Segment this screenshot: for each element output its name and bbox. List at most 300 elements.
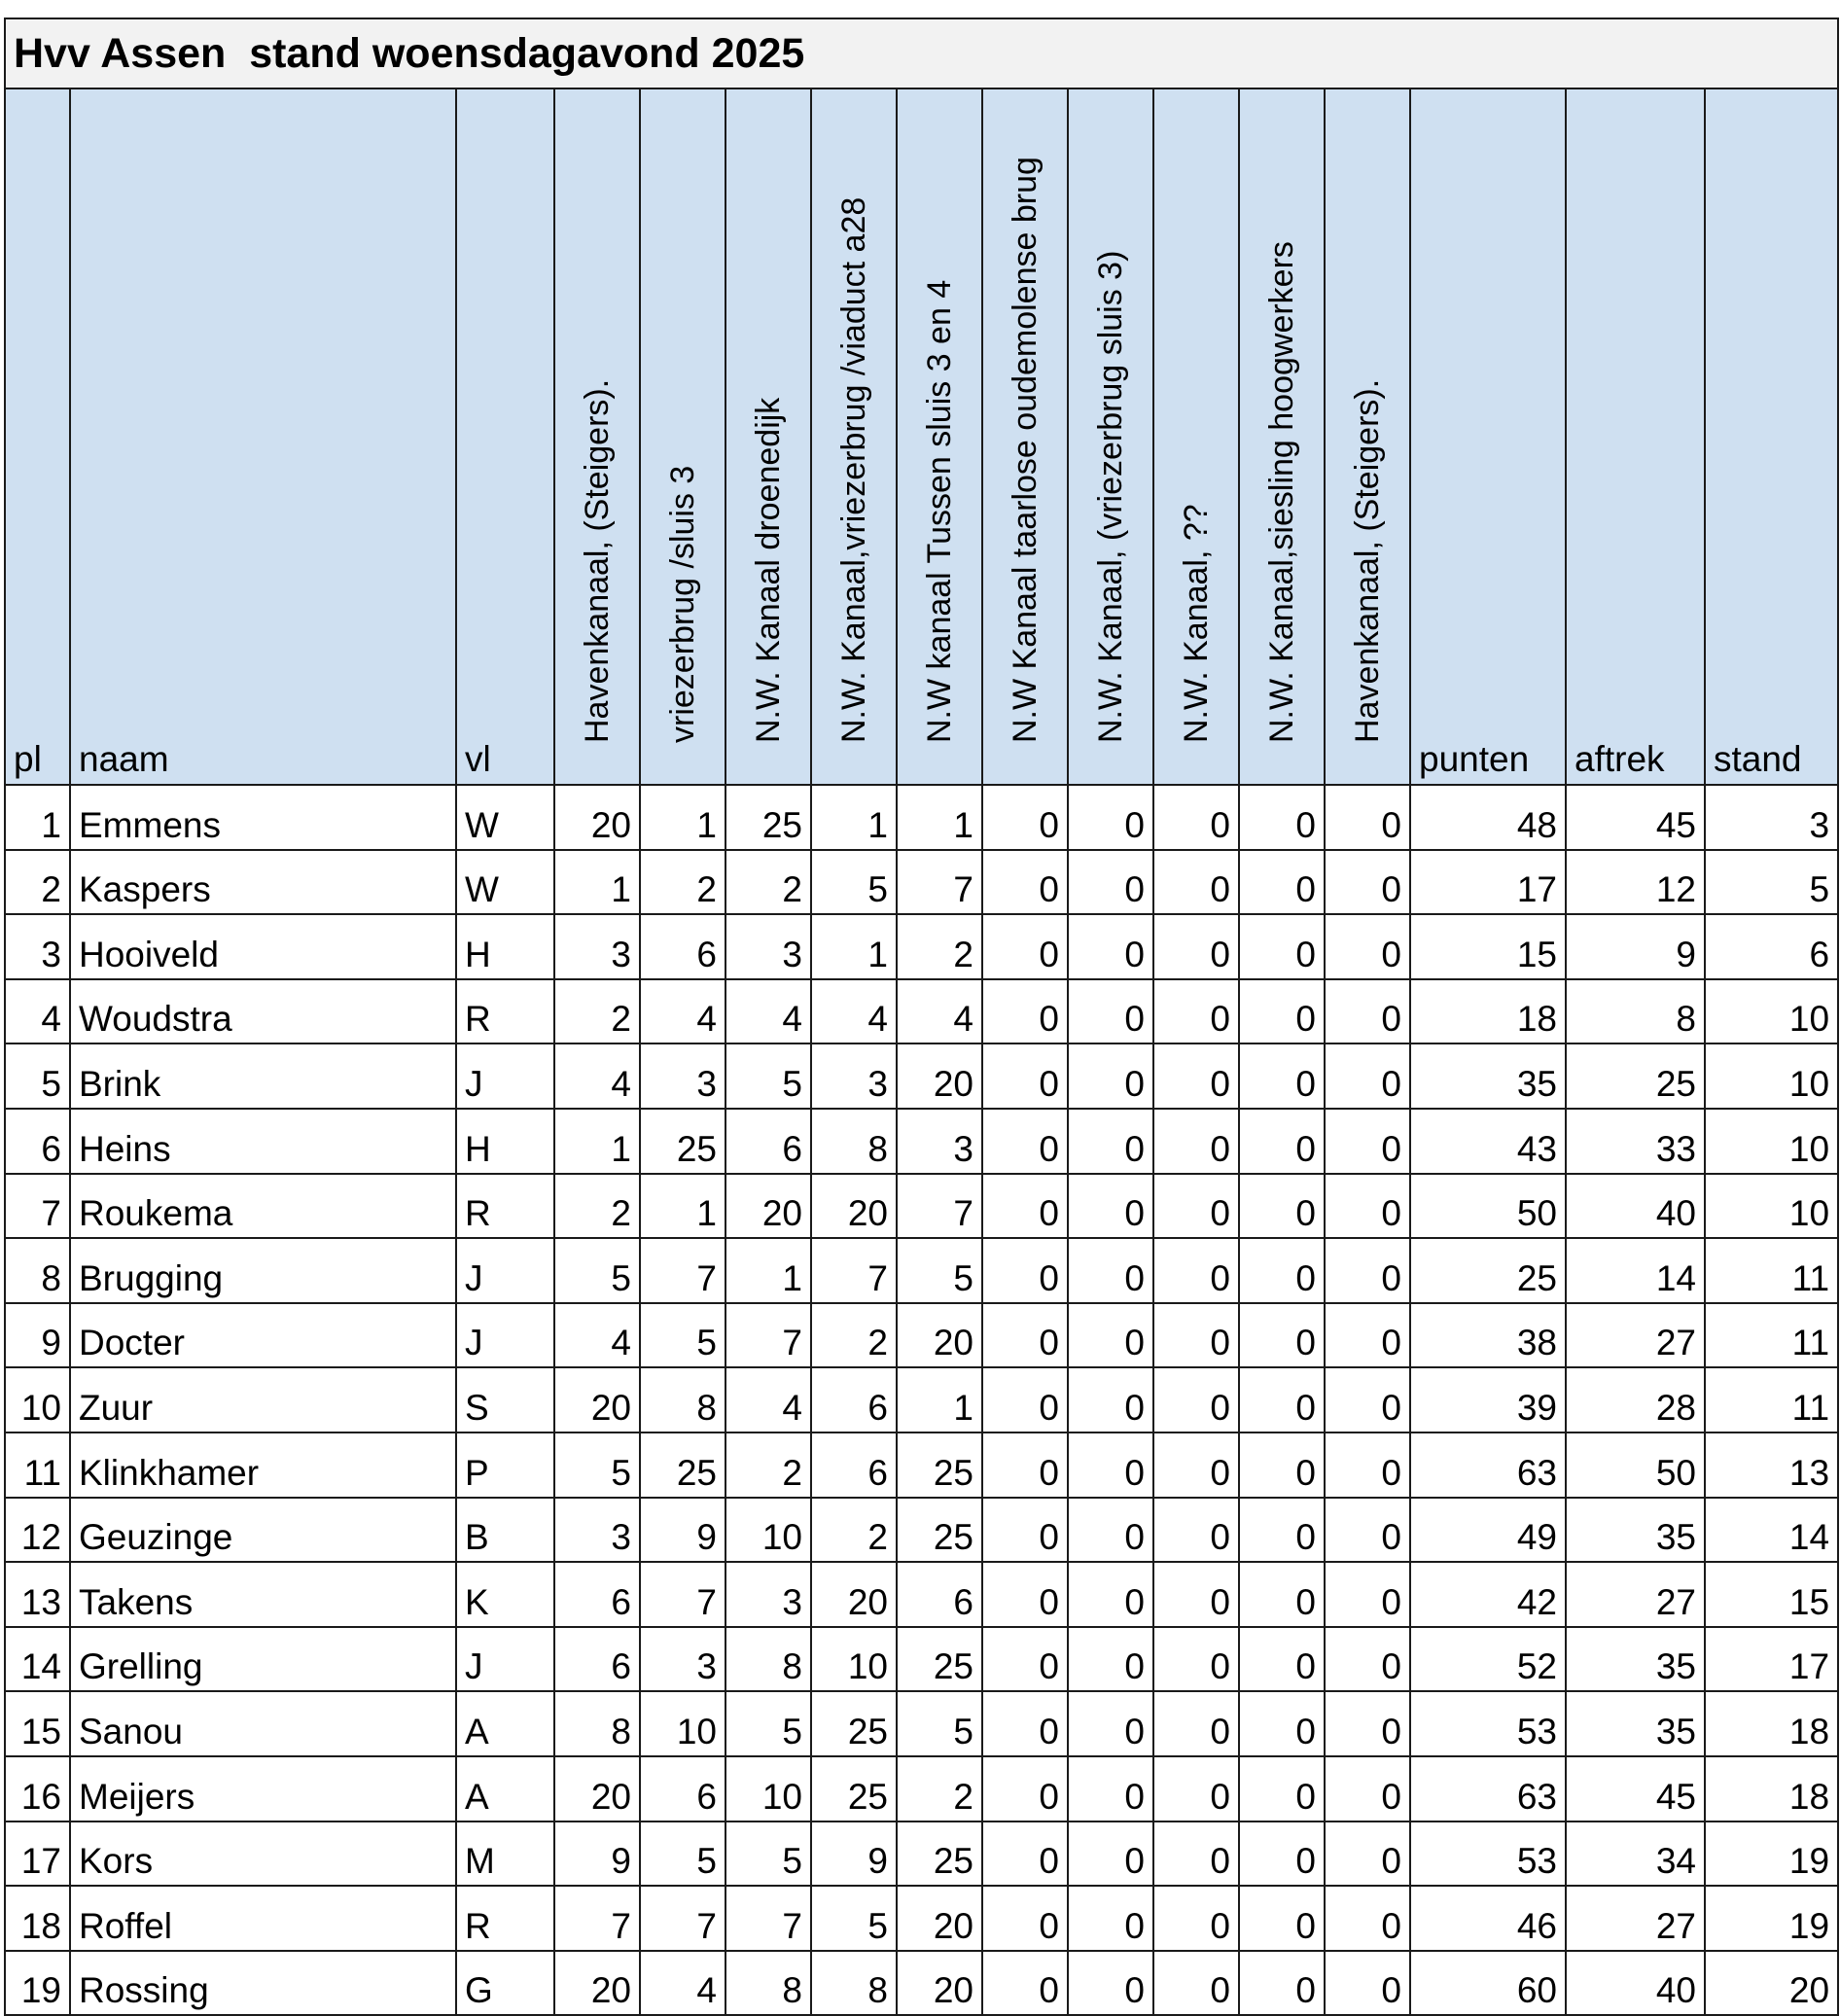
cell-score: 4	[554, 1303, 640, 1368]
cell-score: 0	[1068, 1951, 1153, 2016]
cell-score: 25	[897, 1821, 982, 1887]
cell-score: 4	[725, 979, 811, 1044]
cell-score: 0	[1239, 979, 1325, 1044]
cell-score: 0	[1068, 1821, 1153, 1887]
cell-score: 25	[640, 1109, 725, 1174]
cell-score: 0	[1153, 1498, 1239, 1563]
cell-score: 0	[982, 1498, 1068, 1563]
col-header-naam	[70, 88, 456, 785]
cell-punten: 38	[1410, 1303, 1566, 1368]
cell-pl: 3	[5, 914, 70, 979]
cell-score: 25	[725, 785, 811, 850]
cell-stand: 11	[1705, 1367, 1838, 1432]
cell-score: 20	[897, 1303, 982, 1368]
cell-punten: 63	[1410, 1432, 1566, 1498]
cell-score: 0	[982, 1691, 1068, 1756]
cell-score: 6	[640, 1756, 725, 1821]
cell-vl: W	[456, 850, 554, 915]
cell-score: 3	[640, 1043, 725, 1109]
table-row	[5, 1691, 1838, 1756]
cell-stand: 19	[1705, 1886, 1838, 1951]
stretch-label-wrap	[1069, 95, 1152, 776]
cell-score: 0	[1239, 850, 1325, 915]
cell-aftrek: 40	[1566, 1174, 1705, 1239]
cell-vl: J	[456, 1043, 554, 1109]
cell-score: 0	[982, 1562, 1068, 1627]
col-header-stretch-1	[554, 88, 640, 785]
cell-score: 0	[982, 1627, 1068, 1692]
col-header-vl	[456, 88, 554, 785]
cell-punten: 15	[1410, 914, 1566, 979]
cell-score: 0	[1239, 1821, 1325, 1887]
cell-score: 6	[897, 1562, 982, 1627]
table-row	[5, 1756, 1838, 1821]
cell-stand: 17	[1705, 1627, 1838, 1692]
table-row	[5, 1238, 1838, 1303]
cell-score: 0	[982, 1432, 1068, 1498]
cell-stand: 10	[1705, 979, 1838, 1044]
table-row	[5, 914, 1838, 979]
cell-score: 0	[1153, 1367, 1239, 1432]
cell-score: 0	[1068, 1562, 1153, 1627]
cell-aftrek: 35	[1566, 1498, 1705, 1563]
cell-score: 10	[811, 1627, 897, 1692]
cell-score: 20	[897, 1886, 982, 1951]
cell-score: 0	[1239, 1627, 1325, 1692]
cell-score: 7	[897, 850, 982, 915]
cell-punten: 18	[1410, 979, 1566, 1044]
cell-score: 20	[811, 1174, 897, 1239]
cell-score: 0	[982, 1951, 1068, 2016]
cell-pl: 1	[5, 785, 70, 850]
cell-score: 0	[1239, 1432, 1325, 1498]
cell-score: 0	[1068, 1498, 1153, 1563]
cell-score: 7	[554, 1886, 640, 1951]
cell-aftrek: 35	[1566, 1627, 1705, 1692]
cell-score: 0	[1153, 785, 1239, 850]
cell-naam: Klinkhamer	[70, 1432, 456, 1498]
cell-pl: 18	[5, 1886, 70, 1951]
cell-score: 0	[1325, 1367, 1410, 1432]
cell-score: 20	[897, 1043, 982, 1109]
cell-score: 8	[554, 1691, 640, 1756]
table-row	[5, 1043, 1838, 1109]
cell-score: 0	[1239, 1886, 1325, 1951]
cell-score: 0	[1153, 1886, 1239, 1951]
cell-pl: 19	[5, 1951, 70, 2016]
cell-stand: 14	[1705, 1498, 1838, 1563]
cell-score: 6	[811, 1367, 897, 1432]
cell-score: 0	[1153, 1238, 1239, 1303]
cell-naam: Hooiveld	[70, 914, 456, 979]
cell-score: 10	[725, 1498, 811, 1563]
cell-pl: 8	[5, 1238, 70, 1303]
cell-score: 0	[1068, 914, 1153, 979]
cell-vl: J	[456, 1627, 554, 1692]
cell-pl: 17	[5, 1821, 70, 1887]
cell-score: 0	[982, 1238, 1068, 1303]
standings-table	[4, 18, 1839, 2016]
cell-score: 0	[982, 1109, 1068, 1174]
stretch-label: N.W. Kanaal,vriezerbrug /viaduct a28	[835, 196, 872, 743]
table-row	[5, 1951, 1838, 2016]
col-header-stretch-10	[1325, 88, 1410, 785]
cell-score: 0	[1153, 979, 1239, 1044]
stretch-label: vriezerbrug /sluis 3	[664, 465, 701, 743]
col-header-stretch-5	[897, 88, 982, 785]
cell-score: 0	[1325, 1109, 1410, 1174]
cell-score: 7	[811, 1238, 897, 1303]
cell-naam: Brugging	[70, 1238, 456, 1303]
table-row	[5, 785, 1838, 850]
cell-score: 8	[811, 1951, 897, 2016]
cell-score: 0	[1325, 1432, 1410, 1498]
cell-score: 20	[897, 1951, 982, 2016]
header-row	[5, 88, 1838, 785]
cell-score: 7	[897, 1174, 982, 1239]
cell-score: 0	[982, 1303, 1068, 1368]
cell-pl: 6	[5, 1109, 70, 1174]
cell-stand: 11	[1705, 1303, 1838, 1368]
cell-score: 0	[1153, 1043, 1239, 1109]
col-header-stretch-7	[1068, 88, 1153, 785]
standings-sheet	[4, 18, 1835, 2016]
cell-score: 0	[1153, 1691, 1239, 1756]
cell-score: 6	[554, 1562, 640, 1627]
cell-stand: 20	[1705, 1951, 1838, 2016]
cell-score: 0	[1153, 1756, 1239, 1821]
stretch-label-wrap	[555, 95, 639, 776]
cell-punten: 17	[1410, 850, 1566, 915]
cell-score: 0	[1325, 1886, 1410, 1951]
sheet-title: Hvv Assen stand woensdagavond 2025	[5, 18, 1838, 88]
cell-naam: Kaspers	[70, 850, 456, 915]
cell-stand: 10	[1705, 1043, 1838, 1109]
cell-score: 0	[1153, 1432, 1239, 1498]
cell-naam: Emmens	[70, 785, 456, 850]
cell-stand: 15	[1705, 1562, 1838, 1627]
cell-score: 2	[554, 979, 640, 1044]
cell-score: 7	[640, 1238, 725, 1303]
cell-score: 0	[1153, 1627, 1239, 1692]
cell-score: 0	[1239, 914, 1325, 979]
cell-stand: 6	[1705, 914, 1838, 979]
cell-aftrek: 9	[1566, 914, 1705, 979]
cell-score: 0	[1325, 1174, 1410, 1239]
cell-score: 0	[982, 1756, 1068, 1821]
table-row	[5, 1562, 1838, 1627]
cell-score: 5	[554, 1432, 640, 1498]
cell-naam: Kors	[70, 1821, 456, 1887]
stretch-label: N.W kanaal Tussen sluis 3 en 4	[921, 279, 958, 743]
cell-score: 0	[1068, 1303, 1153, 1368]
cell-score: 3	[725, 1562, 811, 1627]
cell-score: 1	[725, 1238, 811, 1303]
cell-score: 0	[982, 1174, 1068, 1239]
cell-punten: 53	[1410, 1821, 1566, 1887]
cell-score: 0	[1153, 1109, 1239, 1174]
col-header-stretch-4	[811, 88, 897, 785]
cell-score: 0	[1068, 1756, 1153, 1821]
cell-aftrek: 34	[1566, 1821, 1705, 1887]
cell-score: 0	[1153, 1821, 1239, 1887]
cell-score: 1	[554, 850, 640, 915]
cell-score: 20	[554, 1367, 640, 1432]
cell-naam: Grelling	[70, 1627, 456, 1692]
cell-score: 0	[1325, 1691, 1410, 1756]
cell-score: 9	[811, 1821, 897, 1887]
cell-pl: 2	[5, 850, 70, 915]
cell-score: 5	[811, 1886, 897, 1951]
cell-punten: 63	[1410, 1756, 1566, 1821]
cell-vl: A	[456, 1691, 554, 1756]
cell-score: 0	[1325, 1821, 1410, 1887]
col-header-stretch-6	[982, 88, 1068, 785]
cell-score: 3	[725, 914, 811, 979]
cell-score: 20	[725, 1174, 811, 1239]
cell-score: 25	[811, 1756, 897, 1821]
cell-score: 1	[811, 914, 897, 979]
cell-vl: G	[456, 1951, 554, 2016]
stretch-label: N.W. Kanaal,siesling hoogwerkers	[1263, 241, 1300, 743]
cell-vl: S	[456, 1367, 554, 1432]
cell-aftrek: 14	[1566, 1238, 1705, 1303]
stretch-label-wrap	[812, 95, 896, 776]
cell-aftrek: 27	[1566, 1303, 1705, 1368]
cell-pl: 11	[5, 1432, 70, 1498]
stretch-label: Havenkanaal, (Steigers).	[579, 378, 616, 743]
cell-score: 4	[554, 1043, 640, 1109]
cell-score: 8	[811, 1109, 897, 1174]
cell-pl: 4	[5, 979, 70, 1044]
table-row	[5, 1432, 1838, 1498]
cell-stand: 5	[1705, 850, 1838, 915]
cell-score: 0	[1325, 914, 1410, 979]
cell-score: 5	[725, 1691, 811, 1756]
cell-score: 0	[1068, 1109, 1153, 1174]
cell-score: 0	[982, 979, 1068, 1044]
cell-score: 1	[811, 785, 897, 850]
cell-score: 0	[1239, 1498, 1325, 1563]
cell-score: 5	[897, 1238, 982, 1303]
col-header-punten	[1410, 88, 1566, 785]
stretch-label-wrap	[983, 95, 1067, 776]
stretch-label: N.W. Kanaal, ??	[1178, 504, 1215, 743]
stretch-label-wrap	[641, 95, 725, 776]
col-label-stand: stand	[1714, 739, 1802, 779]
cell-score: 20	[554, 1951, 640, 2016]
cell-naam: Roukema	[70, 1174, 456, 1239]
cell-score: 6	[640, 914, 725, 979]
cell-punten: 39	[1410, 1367, 1566, 1432]
cell-score: 0	[1239, 1109, 1325, 1174]
cell-punten: 43	[1410, 1109, 1566, 1174]
cell-vl: J	[456, 1238, 554, 1303]
stretch-label-wrap	[1326, 95, 1409, 776]
cell-score: 25	[897, 1432, 982, 1498]
cell-score: 0	[982, 1886, 1068, 1951]
table-row	[5, 1174, 1838, 1239]
cell-aftrek: 27	[1566, 1886, 1705, 1951]
cell-vl: B	[456, 1498, 554, 1563]
cell-punten: 25	[1410, 1238, 1566, 1303]
cell-score: 8	[725, 1951, 811, 2016]
cell-score: 0	[1068, 1432, 1153, 1498]
cell-pl: 14	[5, 1627, 70, 1692]
cell-score: 20	[554, 785, 640, 850]
cell-score: 0	[1325, 850, 1410, 915]
cell-vl: M	[456, 1821, 554, 1887]
cell-naam: Brink	[70, 1043, 456, 1109]
cell-score: 0	[1239, 1174, 1325, 1239]
col-label-punten: punten	[1419, 739, 1530, 779]
cell-naam: Heins	[70, 1109, 456, 1174]
cell-score: 25	[897, 1498, 982, 1563]
cell-score: 1	[640, 785, 725, 850]
cell-score: 10	[640, 1691, 725, 1756]
cell-score: 1	[640, 1174, 725, 1239]
cell-score: 0	[1153, 914, 1239, 979]
cell-score: 3	[640, 1627, 725, 1692]
cell-stand: 13	[1705, 1432, 1838, 1498]
cell-score: 3	[554, 914, 640, 979]
cell-stand: 18	[1705, 1691, 1838, 1756]
cell-pl: 10	[5, 1367, 70, 1432]
cell-stand: 10	[1705, 1109, 1838, 1174]
cell-naam: Geuzinge	[70, 1498, 456, 1563]
table-row	[5, 1498, 1838, 1563]
cell-naam: Meijers	[70, 1756, 456, 1821]
table-row	[5, 1367, 1838, 1432]
cell-score: 0	[1325, 1562, 1410, 1627]
stretch-label: N.W Kanaal taarlose oudemolense brug	[1007, 157, 1044, 743]
cell-naam: Rossing	[70, 1951, 456, 2016]
table-row	[5, 1886, 1838, 1951]
cell-score: 0	[1239, 1043, 1325, 1109]
col-header-aftrek	[1566, 88, 1705, 785]
cell-score: 1	[897, 1367, 982, 1432]
cell-aftrek: 27	[1566, 1562, 1705, 1627]
cell-score: 0	[1325, 1951, 1410, 2016]
stretch-label-wrap	[898, 95, 981, 776]
cell-score: 0	[1068, 1174, 1153, 1239]
cell-score: 4	[725, 1367, 811, 1432]
cell-vl: R	[456, 979, 554, 1044]
cell-vl: H	[456, 914, 554, 979]
cell-aftrek: 45	[1566, 1756, 1705, 1821]
cell-score: 0	[982, 914, 1068, 979]
cell-score: 7	[640, 1562, 725, 1627]
cell-aftrek: 12	[1566, 850, 1705, 915]
cell-stand: 11	[1705, 1238, 1838, 1303]
cell-score: 0	[1068, 1238, 1153, 1303]
stretch-label-wrap	[1240, 95, 1324, 776]
cell-score: 25	[640, 1432, 725, 1498]
cell-score: 4	[811, 979, 897, 1044]
col-label-vl: vl	[465, 739, 491, 779]
cell-score: 2	[811, 1303, 897, 1368]
cell-score: 6	[725, 1109, 811, 1174]
table-row	[5, 1303, 1838, 1368]
cell-score: 8	[640, 1367, 725, 1432]
cell-punten: 52	[1410, 1627, 1566, 1692]
cell-aftrek: 28	[1566, 1367, 1705, 1432]
cell-aftrek: 25	[1566, 1043, 1705, 1109]
table-row	[5, 850, 1838, 915]
cell-score: 0	[1239, 1238, 1325, 1303]
col-label-naam: naam	[79, 739, 169, 779]
stretch-label-wrap	[1154, 95, 1238, 776]
cell-pl: 9	[5, 1303, 70, 1368]
cell-score: 0	[1153, 1562, 1239, 1627]
cell-score: 0	[1153, 1174, 1239, 1239]
cell-score: 5	[554, 1238, 640, 1303]
cell-score: 0	[1239, 1691, 1325, 1756]
cell-aftrek: 33	[1566, 1109, 1705, 1174]
cell-score: 6	[554, 1627, 640, 1692]
stretch-label: Havenkanaal, (Steigers).	[1349, 378, 1386, 743]
col-header-stretch-3	[725, 88, 811, 785]
cell-score: 0	[982, 850, 1068, 915]
cell-score: 0	[1068, 1691, 1153, 1756]
cell-score: 9	[640, 1498, 725, 1563]
cell-punten: 42	[1410, 1562, 1566, 1627]
cell-pl: 5	[5, 1043, 70, 1109]
cell-score: 0	[1325, 785, 1410, 850]
cell-pl: 16	[5, 1756, 70, 1821]
cell-score: 0	[1325, 1303, 1410, 1368]
cell-naam: Takens	[70, 1562, 456, 1627]
cell-punten: 35	[1410, 1043, 1566, 1109]
cell-score: 3	[811, 1043, 897, 1109]
cell-score: 10	[725, 1756, 811, 1821]
cell-score: 3	[897, 1109, 982, 1174]
col-header-pl	[5, 88, 70, 785]
cell-score: 5	[725, 1043, 811, 1109]
cell-score: 0	[1239, 1756, 1325, 1821]
cell-score: 4	[640, 1951, 725, 2016]
cell-score: 25	[811, 1691, 897, 1756]
cell-score: 4	[897, 979, 982, 1044]
cell-punten: 49	[1410, 1498, 1566, 1563]
cell-score: 0	[1068, 1367, 1153, 1432]
cell-score: 25	[897, 1627, 982, 1692]
cell-score: 1	[897, 785, 982, 850]
cell-pl: 15	[5, 1691, 70, 1756]
cell-vl: W	[456, 785, 554, 850]
cell-vl: R	[456, 1174, 554, 1239]
cell-score: 8	[725, 1627, 811, 1692]
cell-score: 0	[1068, 785, 1153, 850]
cell-score: 0	[1239, 785, 1325, 850]
cell-score: 7	[725, 1303, 811, 1368]
table-row	[5, 1821, 1838, 1887]
cell-score: 0	[1068, 1627, 1153, 1692]
cell-score: 0	[982, 785, 1068, 850]
cell-aftrek: 35	[1566, 1691, 1705, 1756]
cell-score: 2	[897, 914, 982, 979]
cell-score: 2	[725, 1432, 811, 1498]
cell-naam: Docter	[70, 1303, 456, 1368]
cell-vl: R	[456, 1886, 554, 1951]
cell-stand: 18	[1705, 1756, 1838, 1821]
cell-stand: 3	[1705, 785, 1838, 850]
stretch-label: N.W. Kanaal, (vriezerbrug sluis 3)	[1092, 250, 1129, 743]
col-header-stretch-2	[640, 88, 725, 785]
cell-stand: 19	[1705, 1821, 1838, 1887]
cell-score: 0	[1325, 979, 1410, 1044]
table-row	[5, 1627, 1838, 1692]
